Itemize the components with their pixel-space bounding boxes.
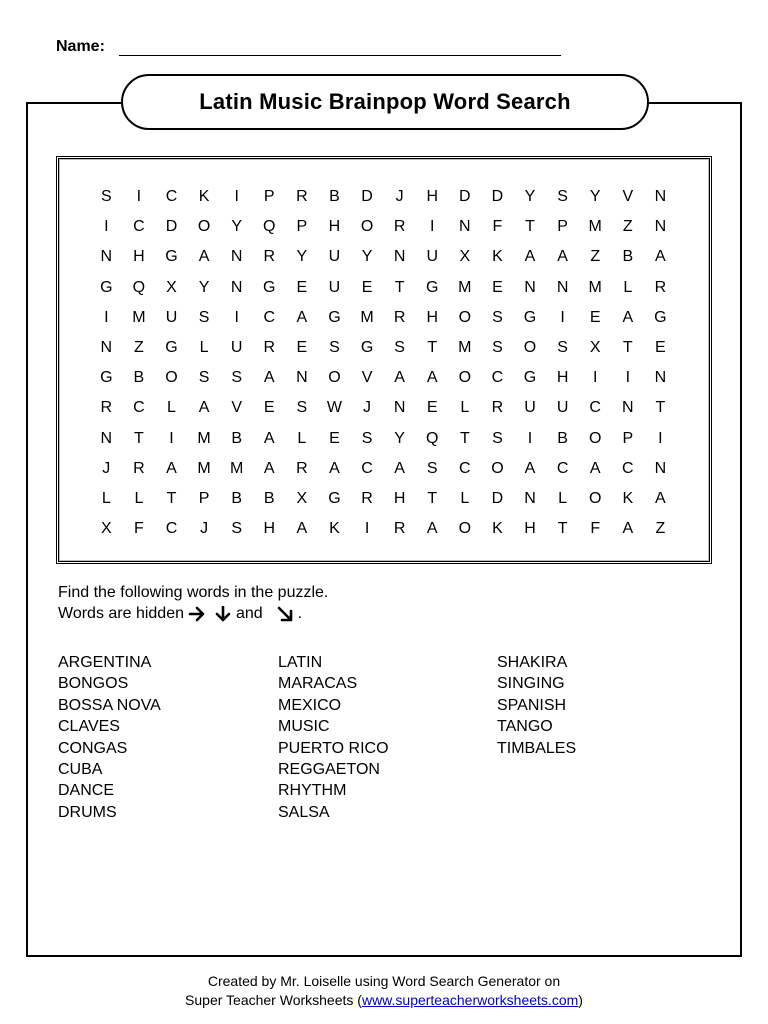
grid-letter: C: [133, 218, 145, 236]
grid-letter: I: [592, 369, 598, 387]
grid-letter: S: [100, 188, 112, 206]
word-list-item: MUSIC: [278, 718, 330, 736]
grid-letter: T: [525, 218, 535, 236]
grid-letter: G: [165, 248, 178, 266]
grid-letter: P: [557, 218, 568, 236]
grid-letter: I: [527, 429, 533, 447]
grid-letter: G: [523, 369, 537, 387]
grid-letter: R: [491, 399, 504, 417]
grid-letter: O: [588, 429, 602, 447]
grid-letter: B: [263, 489, 275, 507]
grid-letter: R: [654, 278, 667, 296]
grid-letter: S: [557, 339, 568, 357]
grid-letter: G: [328, 308, 341, 326]
grid-letter: Z: [590, 248, 601, 266]
grid-letter: Y: [589, 188, 601, 206]
grid-letter: C: [361, 459, 373, 477]
word-list-item: BONGOS: [58, 675, 129, 693]
grid-letter: N: [100, 339, 113, 357]
grid-letter: W: [326, 399, 342, 417]
grid-letter: T: [134, 429, 144, 447]
grid-letter: A: [589, 459, 601, 477]
grid-letter: A: [655, 248, 666, 266]
grid-letter: D: [459, 188, 471, 206]
grid-letter: K: [492, 520, 503, 538]
grid-letter: Y: [296, 248, 308, 266]
grid-letter: L: [101, 489, 111, 507]
grid-letter: N: [230, 278, 243, 296]
grid-letter: S: [198, 369, 210, 387]
grid-letter: X: [589, 339, 601, 357]
word-list-item: SHAKIRA: [497, 654, 568, 671]
grid-letter: G: [165, 339, 178, 357]
grid-letter: G: [100, 369, 113, 387]
grid-letter: L: [199, 339, 209, 357]
letter-grid: [90, 182, 677, 544]
word-list-item: CLAVES: [58, 718, 120, 736]
grid-letter: O: [523, 339, 537, 357]
grid-letter: N: [622, 399, 634, 417]
grid-letter: N: [393, 248, 406, 266]
grid-letter: O: [588, 489, 602, 507]
grid-letter: N: [100, 429, 113, 447]
arrow-right-icon: [188, 606, 206, 622]
word-list-item: BOSSA NOVA: [58, 696, 161, 714]
grid-letter: E: [263, 399, 275, 417]
footer: [0, 972, 768, 1010]
grid-letter: L: [558, 489, 568, 507]
grid-letter: O: [328, 369, 341, 387]
word-list-item: CUBA: [58, 761, 103, 779]
grid-letter: H: [133, 248, 145, 266]
grid-letter: R: [133, 459, 145, 477]
grid-letter: H: [426, 308, 439, 326]
grid-letter: P: [198, 489, 210, 507]
grid-letter: B: [133, 369, 145, 387]
word-list-item: RHYTHM: [278, 782, 347, 800]
grid-letter: T: [459, 429, 470, 447]
grid-letter: S: [394, 339, 405, 357]
grid-letter: O: [458, 520, 472, 538]
grid-letter: S: [557, 188, 568, 206]
word-list-item: DRUMS: [58, 803, 117, 821]
grid-letter: J: [200, 520, 209, 538]
grid-letter: L: [297, 429, 307, 447]
word-list-item: MARACAS: [278, 675, 358, 693]
grid-letter: I: [430, 218, 435, 236]
instructions-end: .: [297, 605, 303, 622]
grid-letter: R: [393, 308, 406, 326]
grid-letter: L: [460, 489, 470, 507]
grid-letter: C: [589, 399, 601, 417]
grid-letter: X: [166, 278, 177, 296]
grid-letter: A: [198, 248, 210, 266]
grid-letter: S: [492, 429, 503, 447]
grid-letter: V: [231, 399, 242, 417]
grid-letter: G: [523, 308, 537, 326]
grid-letter: T: [622, 339, 633, 357]
grid-letter: M: [588, 218, 602, 236]
grid-letter: P: [296, 218, 308, 236]
grid-letter: S: [492, 339, 503, 357]
word-list-item: ARGENTINA: [58, 654, 152, 671]
grid-letter: M: [132, 308, 146, 326]
word-list-col3: [497, 652, 576, 759]
grid-letter: A: [622, 308, 634, 326]
grid-letter: S: [231, 520, 242, 538]
grid-letter: I: [234, 308, 239, 326]
grid-letter: M: [197, 459, 211, 477]
page-title: Latin Music Brainpop Word Search: [121, 74, 649, 130]
grid-letter: X: [296, 489, 308, 507]
grid-letter: C: [165, 520, 178, 538]
grid-letter: H: [556, 369, 569, 387]
grid-letter: S: [492, 308, 503, 326]
grid-letter: N: [296, 369, 308, 387]
grid-letter: F: [590, 520, 601, 538]
grid-letter: N: [654, 188, 667, 206]
grid-letter: A: [394, 459, 405, 477]
grid-letter: J: [363, 399, 372, 417]
grid-letter: U: [556, 399, 569, 417]
word-list-item: TANGO: [497, 718, 553, 736]
grid-letter: U: [426, 248, 439, 266]
grid-letter: G: [654, 308, 667, 326]
grid-letter: K: [622, 489, 634, 507]
grid-letter: E: [589, 308, 601, 326]
footer-prefix: Super Teacher Worksheets (: [185, 992, 362, 1008]
grid-letter: B: [231, 489, 242, 507]
word-list-item: CONGAS: [58, 739, 128, 757]
grid-letter: S: [361, 429, 373, 447]
grid-letter: E: [296, 278, 308, 296]
grid-letter: A: [263, 459, 275, 477]
word-list-item: SALSA: [278, 803, 330, 821]
grid-letter: I: [560, 308, 565, 326]
grid-letter: B: [231, 429, 242, 447]
name-label: Name:: [56, 38, 105, 55]
grid-letter: E: [492, 278, 503, 296]
grid-letter: I: [169, 429, 174, 447]
instructions-prefix: Words are hidden: [58, 605, 184, 622]
grid-letter: Y: [524, 188, 536, 206]
grid-letter: M: [197, 429, 211, 447]
grid-letter: A: [296, 520, 308, 538]
grid-letter: Z: [655, 520, 666, 538]
grid-letter: U: [328, 278, 341, 296]
grid-letter: Y: [231, 218, 242, 236]
grid-letter: H: [393, 489, 406, 507]
grid-letter: T: [394, 278, 405, 296]
grid-letter: E: [361, 278, 373, 296]
grid-letter: T: [557, 520, 568, 538]
grid-letter: M: [458, 278, 472, 296]
grid-letter: I: [104, 308, 109, 326]
grid-letter: O: [458, 308, 472, 326]
grid-letter: H: [263, 520, 276, 538]
instructions-line1: Find the following words in the puzzle.: [58, 584, 329, 601]
grid-letter: N: [524, 278, 536, 296]
word-list-item: REGGAETON: [278, 761, 380, 779]
word-list-col2: [278, 652, 389, 823]
grid-letter: M: [230, 459, 244, 477]
grid-letter: N: [230, 248, 243, 266]
grid-letter: N: [100, 248, 113, 266]
grid-letter: T: [166, 489, 177, 507]
grid-letter: E: [655, 339, 666, 357]
grid-letter: B: [557, 429, 568, 447]
grid-letter: K: [329, 520, 340, 538]
word-list-item: DANCE: [58, 782, 115, 800]
grid-letter: R: [361, 489, 373, 507]
word-list-item: LATIN: [278, 654, 323, 671]
grid-letter: O: [197, 218, 211, 236]
grid-letter: P: [263, 188, 275, 206]
grid-letter: Y: [198, 278, 210, 296]
grid-letter: H: [426, 188, 439, 206]
grid-letter: T: [655, 399, 666, 417]
grid-letter: M: [360, 308, 374, 326]
grid-letter: O: [458, 369, 472, 387]
grid-letter: A: [263, 429, 275, 447]
grid-letter: S: [426, 459, 438, 477]
grid-letter: D: [491, 188, 504, 206]
grid-letter: S: [231, 369, 242, 387]
footer-link[interactable]: www.superteacherworksheets.com: [361, 992, 579, 1008]
grid-letter: M: [458, 339, 472, 357]
grid-letter: A: [426, 369, 438, 387]
instructions-and: and: [236, 605, 263, 622]
grid-letter: C: [263, 308, 276, 326]
grid-letter: X: [100, 520, 112, 538]
grid-letter: A: [524, 248, 536, 266]
word-list-item: PUERTO RICO: [278, 739, 389, 757]
word-list-item: SPANISH: [497, 696, 567, 714]
grid-letter: V: [361, 369, 373, 387]
grid-letter: J: [395, 188, 404, 206]
grid-letter: E: [329, 429, 340, 447]
grid-letter: M: [588, 278, 602, 296]
grid-letter: C: [133, 399, 145, 417]
grid-letter: G: [263, 278, 276, 296]
grid-letter: F: [492, 218, 503, 236]
footer-line2: [0, 991, 768, 1010]
grid-letter: C: [491, 369, 504, 387]
grid-letter: G: [328, 489, 341, 507]
grid-letter: Z: [622, 218, 633, 236]
grid-letter: D: [491, 489, 504, 507]
grid-letter: D: [165, 218, 178, 236]
grid-letter: O: [491, 459, 504, 477]
word-list-item: TIMBALES: [497, 739, 577, 757]
grid-letter: L: [167, 399, 176, 417]
grid-letter: C: [622, 459, 634, 477]
grid-letter: L: [623, 278, 633, 296]
grid-letter: I: [625, 369, 631, 387]
grid-letter: G: [360, 339, 374, 357]
grid-letter: Y: [394, 429, 405, 447]
grid-letter: B: [622, 248, 634, 266]
grid-letter: N: [393, 399, 406, 417]
grid-letter: Q: [426, 429, 439, 447]
grid-letter: V: [622, 188, 634, 206]
grid-letter: J: [102, 459, 111, 477]
grid-letter: A: [557, 248, 568, 266]
grid-letter: O: [165, 369, 178, 387]
grid-letter: S: [329, 339, 340, 357]
footer-line1: Created by Mr. Loiselle using Word Search Generator on: [207, 973, 561, 989]
grid-letter: Y: [361, 248, 373, 266]
grid-letter: N: [524, 489, 536, 507]
grid-letter: N: [654, 369, 667, 387]
grid-letter: O: [360, 218, 374, 236]
grid-letter: N: [654, 459, 667, 477]
word-list-item: SINGING: [497, 675, 565, 693]
name-input-line[interactable]: [119, 55, 561, 56]
grid-letter: I: [104, 218, 109, 236]
arrow-down-icon: [214, 606, 232, 622]
grid-letter: B: [329, 188, 340, 206]
grid-letter: A: [198, 399, 210, 417]
grid-letter: Z: [134, 339, 144, 357]
word-list-col1: [58, 652, 161, 823]
grid-letter: U: [230, 339, 243, 357]
grid-letter: E: [426, 399, 438, 417]
grid-letter: D: [361, 188, 373, 206]
grid-letter: A: [296, 308, 308, 326]
grid-letter: S: [198, 308, 210, 326]
grid-letter: I: [234, 188, 239, 206]
grid-letter: A: [622, 520, 634, 538]
grid-letter: L: [134, 489, 144, 507]
grid-letter: U: [165, 308, 178, 326]
instructions-line2: [58, 605, 302, 623]
arrow-down-right-icon: [276, 606, 294, 622]
grid-letter: K: [198, 188, 210, 206]
grid-letter: H: [328, 218, 341, 236]
grid-letter: S: [296, 399, 308, 417]
grid-letter: R: [263, 339, 276, 357]
grid-letter: H: [524, 520, 536, 538]
grid-letter: C: [459, 459, 471, 477]
grid-letter: R: [296, 459, 308, 477]
grid-letter: A: [329, 459, 340, 477]
grid-letter: A: [524, 459, 536, 477]
grid-letter: E: [296, 339, 308, 357]
grid-letter: C: [165, 188, 178, 206]
grid-letter: X: [459, 248, 471, 266]
grid-letter: N: [459, 218, 471, 236]
grid-letter: T: [427, 339, 438, 357]
grid-letter: N: [556, 278, 569, 296]
grid-letter: G: [100, 278, 113, 296]
grid-letter: F: [134, 520, 144, 538]
grid-letter: R: [393, 520, 406, 538]
grid-letter: C: [556, 459, 569, 477]
grid-letter: L: [460, 399, 470, 417]
grid-letter: A: [166, 459, 177, 477]
grid-letter: P: [622, 429, 634, 447]
grid-letter: A: [263, 369, 275, 387]
grid-letter: I: [364, 520, 370, 538]
grid-letter: T: [427, 489, 438, 507]
grid-letter: A: [426, 520, 438, 538]
footer-suffix: ): [578, 992, 583, 1008]
grid-letter: A: [394, 369, 405, 387]
word-list-item: MEXICO: [278, 696, 342, 714]
grid-letter: R: [393, 218, 406, 236]
grid-letter: R: [263, 248, 276, 266]
grid-letter: N: [654, 218, 667, 236]
grid-letter: A: [655, 489, 666, 507]
grid-letter: U: [328, 248, 341, 266]
grid-letter: K: [492, 248, 503, 266]
grid-letter: I: [658, 429, 663, 447]
grid-letter: I: [136, 188, 142, 206]
grid-letter: Q: [263, 218, 276, 236]
grid-letter: R: [100, 399, 113, 417]
grid-letter: R: [296, 188, 308, 206]
grid-letter: G: [426, 278, 439, 296]
grid-letter: U: [524, 399, 536, 417]
grid-letter: Q: [132, 278, 146, 296]
